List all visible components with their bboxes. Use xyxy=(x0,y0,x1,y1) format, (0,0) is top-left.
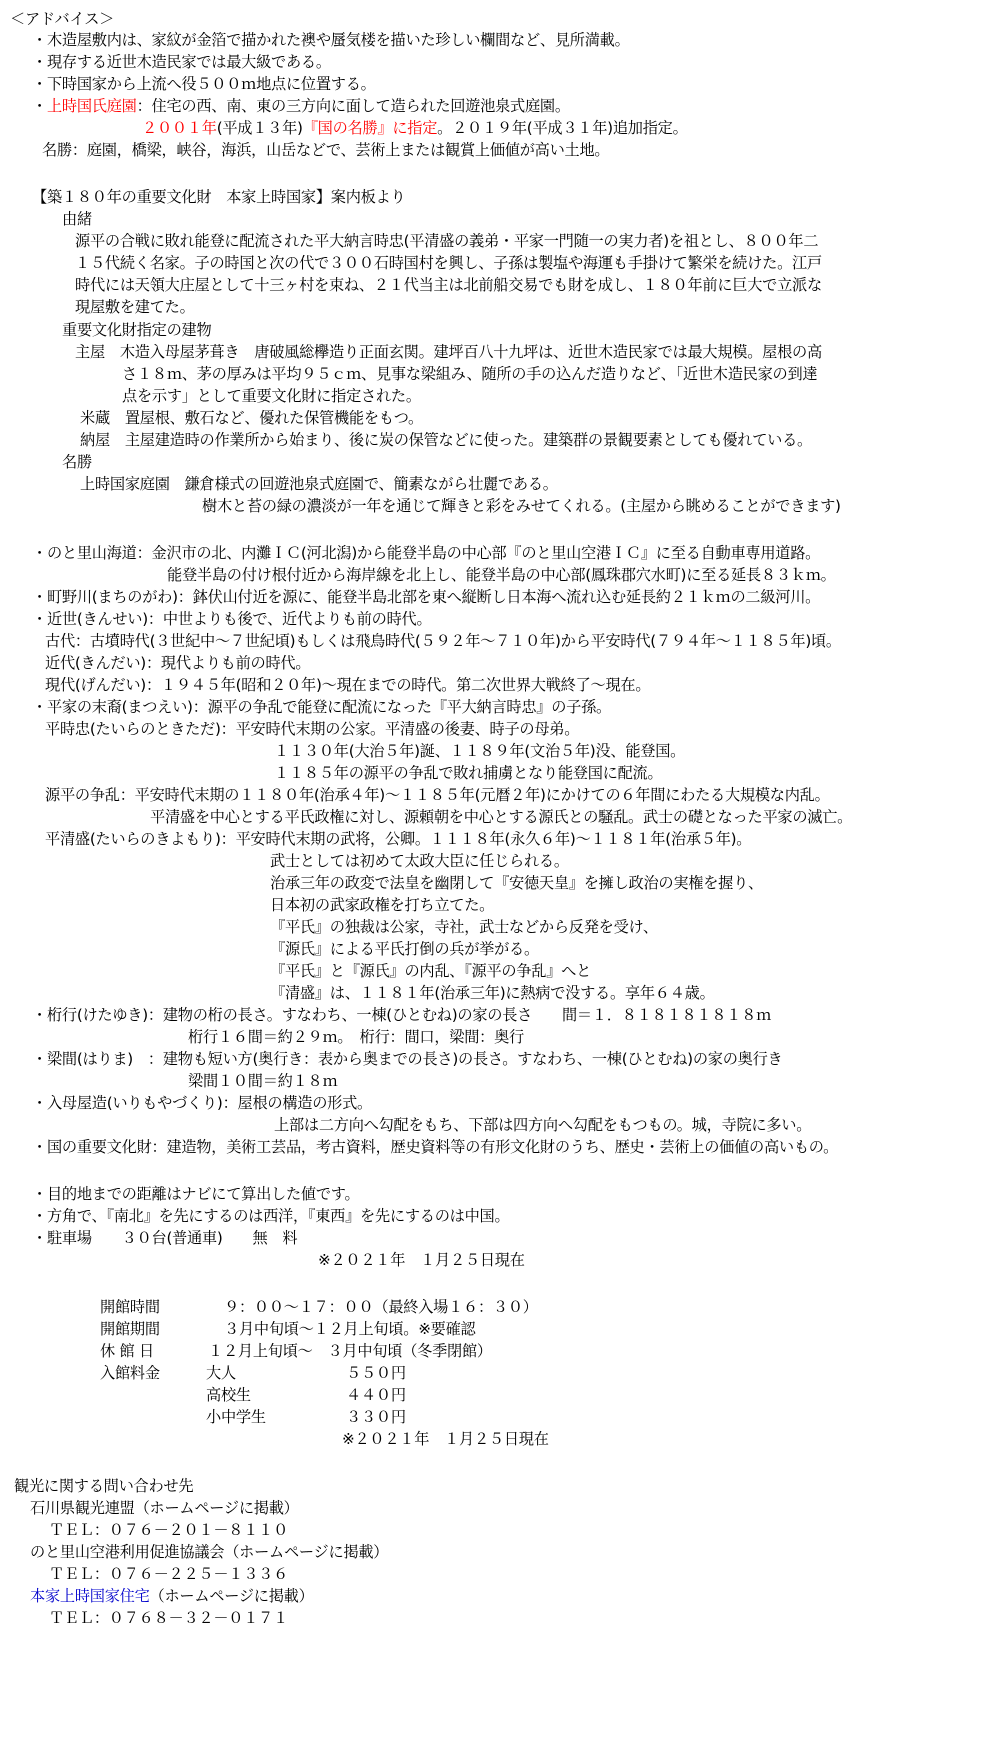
note-line: ・目的地までの距離はナビにて算出した値です。 xyxy=(32,1185,360,1203)
glossary-entry: 平時忠(たいらのときただ)：平安時代末期の公家。平清盛の後妻、時子の母弟。 xyxy=(45,720,580,738)
glossary-entry: 源平の争乱：平安時代末期の１１８０年(治承４年)～１１８５年(元暦２年)にかけての６年間にわたる大規模な内乱。 xyxy=(45,786,830,804)
glossary-entry: ・近世(きんせい)：中世よりも後で、近代よりも前の時代。 xyxy=(32,610,432,628)
advice-bullet: ・現存する近世木造民家では最大級である。 xyxy=(32,53,331,71)
note-date: ※２０２１年 １月２５日現在 xyxy=(318,1251,525,1269)
glossary-entry: 近代(きんだい)：現代よりも前の時代。 xyxy=(45,654,311,672)
glossary-entry: 古代：古墳時代(３世紀中～７世紀頃)もしくは飛鳥時代(５９２年～７１０年)から平安時代(７９４年～１１８５年)頃。 xyxy=(45,632,841,650)
glossary-entry: 『平氏』の独裁は公家，寺社，武士などから反発を受け、 xyxy=(270,918,658,936)
glossary-entry: 『平氏』と『源氏』の内乱、『源平の争乱』へと xyxy=(270,962,592,980)
glossary-entry: 武士としては初めて太政大臣に任じられる。 xyxy=(270,852,569,870)
fee-category: 高校生 xyxy=(206,1386,251,1404)
hours-date: ※２０２１年 １月２５日現在 xyxy=(342,1430,549,1448)
glossary-entry: 現代(げんだい)：１９４５年(昭和２０年)～現在までの時代。第二次世界大戦終了～現在。 xyxy=(45,676,651,694)
designation-line xyxy=(142,118,688,138)
history-text: 源平の合戦に敗れ能登に配流された平大納言時忠(平清盛の義弟・平家一門随一の実力者)を祖とし、８００年二 xyxy=(75,232,819,250)
contact-tel: ＴＥＬ：０７６－２０１－８１１０ xyxy=(49,1521,288,1539)
building-main: 点を示す」として重要文化財に指定された。 xyxy=(122,387,421,405)
history-text: 現屋敷を建てた。 xyxy=(75,298,195,316)
building-naya: 納屋 主屋建造時の作業所から始まり、後に炭の保管などに使った。建築群の景観要素としても優れている。 xyxy=(80,431,812,449)
glossary-entry: 桁行１６間＝約２９ｍ。 桁行：間口，梁間：奥行 xyxy=(188,1028,524,1046)
section-label: 重要文化財指定の建物 xyxy=(62,321,212,339)
glossary-entry: 『清盛』は、１１８１年(治承三年)に熱病で没する。享年６４歳。 xyxy=(270,984,715,1002)
glossary-entry: １１８５年の源平の争乱で敗れ捕虜となり能登国に配流。 xyxy=(274,764,663,782)
section-label: 由緒 xyxy=(62,210,92,228)
meisho-definition: 名勝：庭園，橋梁，峡谷，海浜，山岳などで、芸術上または観賞上価値が高い土地。 xyxy=(42,141,610,159)
advice-bullet: ・木造屋敷内は、家紋が金箔で描かれた襖や蜃気楼を描いた珍しい欄間など、見所満載。 xyxy=(32,31,630,49)
glossary-entry: 能登半島の付け根付近から海岸線を北上し、能登半島の中心部(鳳珠郡穴水町)に至る延長８３ｋｍ。 xyxy=(167,566,836,584)
fee-price: ３３０円 xyxy=(346,1408,406,1426)
note-line: ・駐車場 ３０台(普通車) 無 料 xyxy=(32,1229,298,1247)
contact-tel: ＴＥＬ：０７６８－３２－０１７１ xyxy=(49,1609,288,1627)
glossary-entry: 『源氏』による平氏打倒の兵が挙がる。 xyxy=(270,940,539,958)
glossary-entry: ・梁間(はりま) ：建物も短い方(奥行き：表から奥までの長さ)の長さ。すなわち、一棟(ひとむね)の家の奥行き xyxy=(32,1050,783,1068)
glossary-entry: 上部は二方向へ勾配をもち、下部は四方向へ勾配をもつもの。城，寺院に多い。 xyxy=(274,1116,812,1134)
section-label: 名勝 xyxy=(62,453,92,471)
advice-heading: ＜アドバイス＞ xyxy=(10,10,115,28)
designation-year: ２００１年 xyxy=(142,119,217,137)
building-main: 主屋 木造入母屋茅葺き 唐破風総欅造り正面玄関。建坪百八十九坪は、近世木造民家では最大規模。屋根の高 xyxy=(75,343,822,361)
garden-line xyxy=(32,96,570,116)
glossary-entry: ・桁行(けたゆき)：建物の桁の長さ。すなわち、一棟(ひとむね)の家の長さ 間＝１．８１８１８１８１８ｍ xyxy=(32,1006,772,1024)
contact-org: 石川県観光連盟（ホームページに掲載） xyxy=(30,1499,299,1517)
contact-tel: ＴＥＬ：０７６－２２５－１３３６ xyxy=(49,1565,288,1583)
history-text: 時代には天領大庄屋として十三ヶ村を束ね、２１代当主は北前船交易でも財を成し、１８０年前に巨大で立派な xyxy=(75,276,822,294)
fee-category: 小中学生 xyxy=(206,1408,266,1426)
contact-org-note: （ホームページに掲載） xyxy=(149,1587,314,1605)
garden-name: 上時国氏庭園 xyxy=(46,97,137,115)
advice-bullet: ・下時国家から上流へ役５００ｍ地点に位置する。 xyxy=(32,75,376,93)
contact-org: のと里山空港利用促進協議会（ホームページに掲載） xyxy=(30,1543,389,1561)
hours-value: １２月上旬頃～ ３月中旬頃（冬季閉館） xyxy=(208,1342,492,1360)
garden-text: 樹木と苔の緑の濃淡が一年を通じて輝きと彩をみせてくれる。(主屋から眺めることができます) xyxy=(202,497,841,515)
designation-status: 『国の名勝』に指定 xyxy=(302,119,438,137)
glossary-entry: 平清盛を中心とする平氏政権に対し、源頼朝を中心とする源氏との騒乱。武士の礎となった平家の滅亡。 xyxy=(150,808,853,826)
fee-category: 大人 xyxy=(206,1364,236,1382)
glossary-entry: 平清盛(たいらのきよもり)：平安時代末期の武将，公卿。１１１８年(永久６年)～１１８１年(治承５年)。 xyxy=(45,830,752,848)
signboard-title: 【築１８０年の重要文化財 本家上時国家】案内板より xyxy=(32,188,406,206)
note-line: ・方角で、『南北』を先にするのは西洋，『東西』を先にするのは中国。 xyxy=(32,1207,510,1225)
contact-org-line xyxy=(30,1586,314,1606)
garden-text: 上時国家庭園 鎌倉様式の回遊池泉式庭園で、簡素ながら壮麗である。 xyxy=(80,475,558,493)
building-main: さ１８ｍ、茅の厚みは平均９５ｃｍ、見事な梁組み、随所の手の込んだ造りなど、「近世木造民家の到達 xyxy=(122,365,818,383)
glossary-entry: ・入母屋造(いりもやづくり)：屋根の構造の形式。 xyxy=(32,1094,372,1112)
building-kura: 米蔵 置屋根、敷石など、優れた保管機能をもつ。 xyxy=(80,409,423,427)
hours-value: ９：００～１７：００（最終入場１６：３０） xyxy=(224,1298,538,1316)
designation-additional: 。２０１９年(平成３１年)追加指定。 xyxy=(437,119,688,137)
bullet-mark: ・ xyxy=(32,97,47,115)
glossary-entry: ・平家の末裔(まつえい)：源平の争乱で能登に配流になった『平大納言時忠』の子孫。 xyxy=(32,698,611,716)
glossary-entry: １１３０年(大治５年)誕、１１８９年(文治５年)没、能登国。 xyxy=(274,742,686,760)
garden-description: ：住宅の西、南、東の三方向に面して造られた回遊池泉式庭園。 xyxy=(136,97,570,115)
glossary-entry: ・国の重要文化財：建造物，美術工芸品，考古資料，歴史資料等の有形文化財のうち、歴史・芸術上の価値の高いもの。 xyxy=(32,1138,839,1156)
contact-heading: 観光に関する問い合わせ先 xyxy=(14,1477,194,1495)
glossary-entry: 日本初の武家政権を打ち立てた。 xyxy=(270,896,495,914)
hours-label: 開館期間 xyxy=(100,1320,160,1338)
history-text: １５代続く名家。子の時国と次の代で３００石時国村を興し、子孫は製塩や海運も手掛けて繁栄を続けた。江戸 xyxy=(75,254,822,272)
designation-era: (平成１３年) xyxy=(216,119,303,137)
glossary-entry: ・町野川(まちのがわ)：鉢伏山付近を源に、能登半島北部を東へ縦断し日本海へ流れ込む延長約２１ｋｍの二級河川。 xyxy=(32,588,821,606)
fee-price: ５５０円 xyxy=(346,1364,406,1382)
hours-label: 開館時間 xyxy=(100,1298,160,1316)
glossary-entry: 梁間１０間＝約１８ｍ xyxy=(188,1072,338,1090)
hours-label: 休 館 日 xyxy=(100,1342,154,1360)
glossary-entry: 治承三年の政変で法皇を幽閉して『安徳天皇』を擁し政治の実権を握り、 xyxy=(270,874,763,892)
hours-value: ３月中旬頃～１２月上旬頃。※要確認 xyxy=(224,1320,476,1338)
glossary-entry: ・のと里山海道：金沢市の北、内灘ＩＣ(河北潟)から能登半島の中心部『のと里山空港ＩＣ』に至る自動車専用道路。 xyxy=(32,544,821,562)
homepage-link[interactable]: 本家上時国家住宅 xyxy=(30,1587,150,1605)
hours-label: 入館料金 xyxy=(100,1364,160,1382)
fee-price: ４４０円 xyxy=(346,1386,406,1404)
